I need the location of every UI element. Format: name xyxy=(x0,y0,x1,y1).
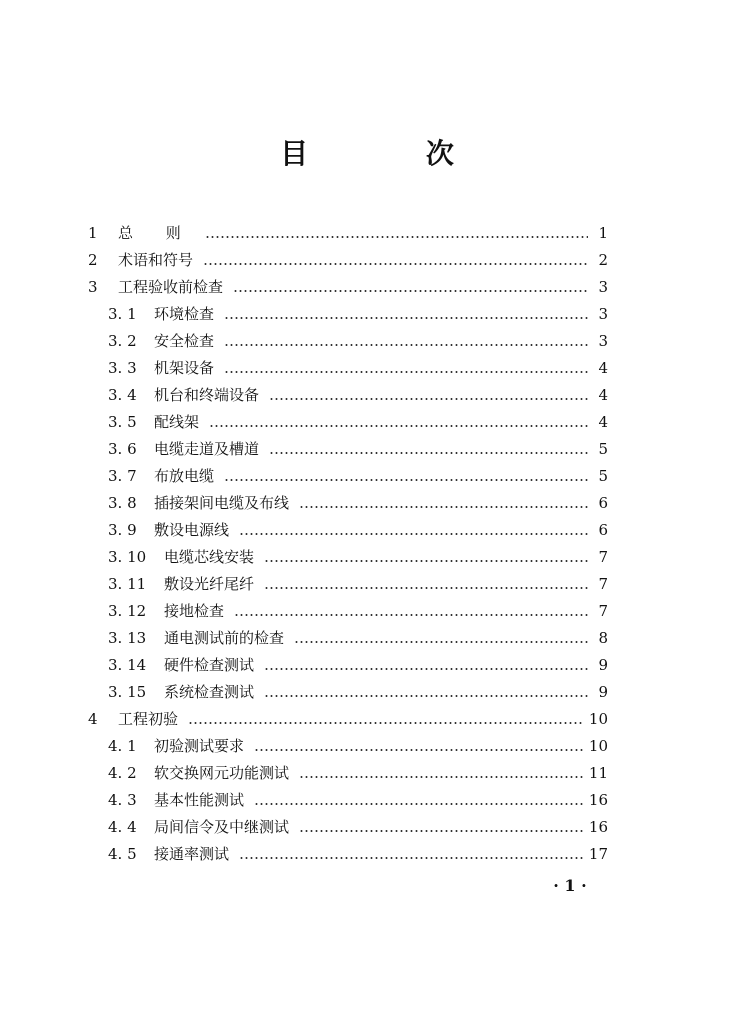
toc-entry-label: 机架设备 xyxy=(154,359,215,377)
toc-entry-page: 6 xyxy=(598,521,608,539)
toc-entry-label: 硬件检查测试 xyxy=(164,656,255,674)
toc-entry-page: 17 xyxy=(588,845,608,863)
toc-entry-page: 4 xyxy=(598,359,608,377)
toc-dot-leader xyxy=(299,830,583,832)
toc-dot-leader xyxy=(254,749,583,751)
toc-entry-page: 6 xyxy=(598,494,608,512)
table-of-contents xyxy=(88,220,608,868)
toc-dot-leader xyxy=(294,641,588,643)
toc-entry[interactable] xyxy=(88,274,608,301)
toc-entry-number: 3. 14 xyxy=(108,656,147,674)
toc-entry-page: 10 xyxy=(588,710,608,728)
toc-entry-page: 5 xyxy=(598,440,608,458)
toc-dot-leader xyxy=(224,317,588,319)
toc-entry-number: 3. 11 xyxy=(108,575,147,593)
toc-entry-number: 3. 2 xyxy=(108,332,137,350)
toc-entry[interactable] xyxy=(88,733,608,760)
toc-entry-label: 配线架 xyxy=(154,413,200,431)
toc-entry-label: 机台和终端设备 xyxy=(154,386,260,404)
toc-entry[interactable] xyxy=(88,841,608,868)
toc-entry[interactable] xyxy=(88,571,608,598)
toc-entry[interactable] xyxy=(88,517,608,544)
toc-entry-page: 4 xyxy=(598,413,608,431)
toc-entry-number: 4. 5 xyxy=(108,845,137,863)
toc-dot-leader xyxy=(188,722,583,724)
toc-entry-label: 局间信令及中继测试 xyxy=(154,818,290,836)
toc-entry-number: 3. 9 xyxy=(108,521,137,539)
toc-dot-leader xyxy=(224,344,588,346)
toc-dot-leader xyxy=(269,452,588,454)
toc-entry-page: 11 xyxy=(588,764,608,782)
toc-dot-leader xyxy=(299,776,583,778)
toc-entry[interactable] xyxy=(88,409,608,436)
toc-entry-label: 工程验收前检查 xyxy=(118,278,224,296)
toc-entry[interactable] xyxy=(88,436,608,463)
toc-entry-number: 3. 15 xyxy=(108,683,147,701)
toc-entry-page: 2 xyxy=(598,251,608,269)
toc-entry[interactable] xyxy=(88,355,608,382)
toc-entry[interactable] xyxy=(88,679,608,706)
toc-dot-leader xyxy=(264,587,588,589)
toc-entry[interactable] xyxy=(88,463,608,490)
toc-entry[interactable] xyxy=(88,490,608,517)
toc-entry[interactable] xyxy=(88,220,608,247)
toc-entry-label: 安全检查 xyxy=(154,332,215,350)
toc-entry-page: 7 xyxy=(598,602,608,620)
toc-entry-label: 基本性能测试 xyxy=(154,791,245,809)
toc-entry-number: 4. 4 xyxy=(108,818,137,836)
toc-entry-label: 接地检查 xyxy=(164,602,225,620)
toc-dot-leader xyxy=(264,668,588,670)
toc-dot-leader xyxy=(264,695,588,697)
toc-entry[interactable] xyxy=(88,787,608,814)
toc-entry-page: 1 xyxy=(598,224,608,242)
toc-entry[interactable] xyxy=(88,598,608,625)
toc-entry-page: 3 xyxy=(598,305,608,323)
toc-dot-leader xyxy=(254,803,583,805)
toc-entry-label: 敷设光纤尾纤 xyxy=(164,575,255,593)
toc-entry-label: 布放电缆 xyxy=(154,467,215,485)
toc-entry-number: 4 xyxy=(88,710,98,728)
toc-entry-number: 4. 2 xyxy=(108,764,137,782)
toc-entry-number: 3. 8 xyxy=(108,494,137,512)
toc-entry-page: 3 xyxy=(598,278,608,296)
toc-dot-leader xyxy=(299,506,588,508)
toc-dot-leader xyxy=(203,263,588,265)
toc-entry-label: 通电测试前的检查 xyxy=(164,629,285,647)
toc-entry-page: 9 xyxy=(598,656,608,674)
toc-entry-label: 总 则 xyxy=(118,224,195,242)
toc-dot-leader xyxy=(224,371,588,373)
toc-entry[interactable] xyxy=(88,382,608,409)
toc-dot-leader xyxy=(233,290,588,292)
toc-entry[interactable] xyxy=(88,544,608,571)
toc-entry-label: 敷设电源线 xyxy=(154,521,230,539)
toc-dot-leader xyxy=(239,533,588,535)
toc-entry[interactable] xyxy=(88,814,608,841)
toc-entry-number: 3. 10 xyxy=(108,548,147,566)
page-number: · 1 · xyxy=(553,876,587,895)
toc-entry-label: 电缆芯线安装 xyxy=(164,548,255,566)
toc-entry-label: 初验测试要求 xyxy=(154,737,245,755)
toc-entry-page: 16 xyxy=(588,791,608,809)
toc-entry-label: 软交换网元功能测试 xyxy=(154,764,290,782)
toc-entry-label: 插接架间电缆及布线 xyxy=(154,494,290,512)
toc-entry-page: 9 xyxy=(598,683,608,701)
toc-entry-number: 1 xyxy=(88,224,98,242)
toc-entry-page: 16 xyxy=(588,818,608,836)
toc-entry-label: 环境检查 xyxy=(154,305,215,323)
toc-dot-leader xyxy=(205,236,588,238)
toc-entry-label: 术语和符号 xyxy=(118,251,194,269)
toc-entry-page: 8 xyxy=(598,629,608,647)
toc-entry-label: 系统检查测试 xyxy=(164,683,255,701)
toc-entry[interactable] xyxy=(88,247,608,274)
toc-entry-number: 3. 7 xyxy=(108,467,137,485)
toc-entry[interactable] xyxy=(88,760,608,787)
toc-entry[interactable] xyxy=(88,328,608,355)
toc-entry-page: 4 xyxy=(598,386,608,404)
toc-entry[interactable] xyxy=(88,301,608,328)
toc-dot-leader xyxy=(239,857,583,859)
toc-entry-number: 3. 3 xyxy=(108,359,137,377)
toc-entry-page: 10 xyxy=(588,737,608,755)
toc-entry[interactable] xyxy=(88,706,608,733)
toc-entry-page: 3 xyxy=(598,332,608,350)
toc-entry-number: 3. 13 xyxy=(108,629,147,647)
toc-dot-leader xyxy=(269,398,588,400)
toc-entry-number: 3. 5 xyxy=(108,413,137,431)
toc-dot-leader xyxy=(209,425,588,427)
page-title: 目 次 xyxy=(280,137,508,170)
toc-entry-number: 3 xyxy=(88,278,98,296)
toc-entry-page: 5 xyxy=(598,467,608,485)
toc-dot-leader xyxy=(264,560,588,562)
toc-entry-page: 7 xyxy=(598,575,608,593)
toc-entry-page: 7 xyxy=(598,548,608,566)
toc-dot-leader xyxy=(224,479,588,481)
toc-entry-number: 4. 1 xyxy=(108,737,137,755)
toc-entry[interactable] xyxy=(88,625,608,652)
toc-dot-leader xyxy=(234,614,588,616)
toc-entry-number: 2 xyxy=(88,251,98,269)
toc-entry-number: 3. 1 xyxy=(108,305,137,323)
toc-entry-number: 4. 3 xyxy=(108,791,137,809)
toc-entry[interactable] xyxy=(88,652,608,679)
toc-entry-label: 工程初验 xyxy=(118,710,179,728)
toc-entry-number: 3. 6 xyxy=(108,440,137,458)
toc-entry-number: 3. 12 xyxy=(108,602,147,620)
toc-entry-number: 3. 4 xyxy=(108,386,137,404)
toc-entry-label: 电缆走道及槽道 xyxy=(154,440,260,458)
toc-entry-label: 接通率测试 xyxy=(154,845,230,863)
